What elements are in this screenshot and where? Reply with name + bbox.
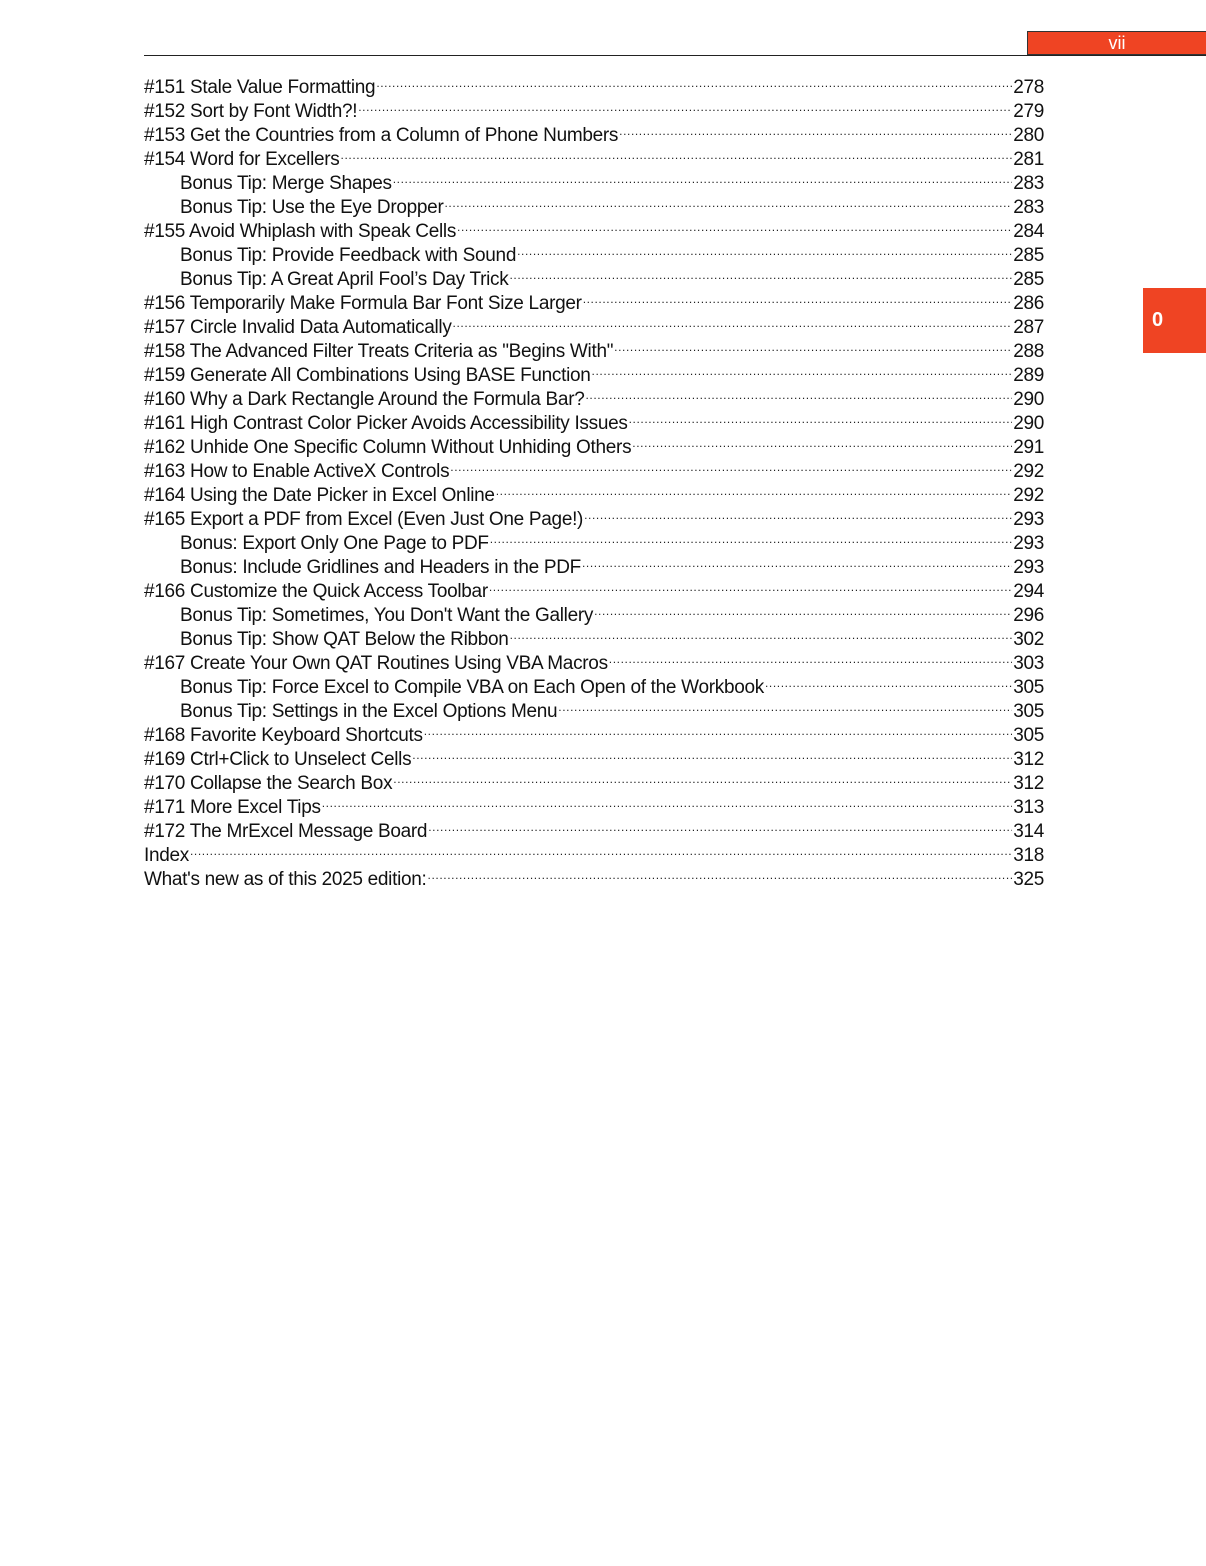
toc-entry-title: #170 Collapse the Search Box <box>144 773 393 794</box>
toc-entry-page: 305 <box>1013 677 1044 698</box>
toc-entry-page: 312 <box>1013 749 1044 770</box>
toc-entry-title: Index <box>144 845 189 866</box>
toc-dot-leader <box>393 765 1012 789</box>
toc-dot-leader <box>592 357 1013 381</box>
toc-entry-title: Bonus: Export Only One Page to PDF <box>180 533 489 554</box>
toc-dot-leader <box>496 477 1012 501</box>
toc-entry-title: #151 Stale Value Formatting <box>144 77 376 98</box>
toc-dot-leader <box>582 549 1012 573</box>
chapter-number: 0 <box>1152 309 1164 331</box>
header-rule <box>144 55 1206 56</box>
toc-entry-title: Bonus Tip: A Great April Fool’s Day Trick <box>180 269 509 290</box>
table-of-contents <box>144 69 1044 890</box>
toc-entry-title: #166 Customize the Quick Access Toolbar <box>144 581 488 602</box>
toc-entry-page: 293 <box>1013 533 1044 554</box>
toc-entry-page: 314 <box>1013 821 1044 842</box>
toc-dot-leader <box>428 813 1012 837</box>
toc-entry-page: 283 <box>1013 197 1044 218</box>
toc-dot-leader <box>510 621 1013 645</box>
toc-dot-leader <box>509 261 1012 285</box>
toc-entry-title: #169 Ctrl+Click to Unselect Cells <box>144 749 412 770</box>
toc-entry[interactable] <box>144 861 1044 890</box>
toc-entry-title: #168 Favorite Keyboard Shortcuts <box>144 725 423 746</box>
toc-entry-page: 292 <box>1013 461 1044 482</box>
toc-dot-leader <box>632 429 1012 453</box>
toc-dot-leader <box>341 141 1013 165</box>
toc-entry-page: 291 <box>1013 437 1044 458</box>
toc-entry-page: 285 <box>1013 269 1044 290</box>
toc-entry-page: 312 <box>1013 773 1044 794</box>
toc-dot-leader <box>517 237 1012 261</box>
toc-entry-title: Bonus Tip: Settings in the Excel Options Menu <box>180 701 558 722</box>
toc-entry-page: 303 <box>1013 653 1044 674</box>
toc-entry-title: #165 Export a PDF from Excel (Even Just One Page!) <box>144 509 584 530</box>
toc-entry-page: 325 <box>1013 869 1044 890</box>
toc-entry-title: #172 The MrExcel Message Board <box>144 821 428 842</box>
toc-dot-leader <box>428 861 1013 885</box>
toc-entry-page: 285 <box>1013 245 1044 266</box>
toc-entry-title: Bonus Tip: Merge Shapes <box>180 173 392 194</box>
toc-dot-leader <box>424 717 1012 741</box>
toc-entry-page: 284 <box>1013 221 1044 242</box>
toc-entry-title: #157 Circle Invalid Data Automatically <box>144 317 452 338</box>
toc-entry-title: #163 How to Enable ActiveX Controls <box>144 461 450 482</box>
toc-entry-title: #171 More Excel Tips <box>144 797 321 818</box>
toc-entry-page: 296 <box>1013 605 1044 626</box>
toc-entry[interactable] <box>144 837 1044 866</box>
page-number: vii <box>1108 33 1126 53</box>
toc-entry-title: Bonus Tip: Show QAT Below the Ribbon <box>180 629 509 650</box>
toc-entry-page: 292 <box>1013 485 1044 506</box>
toc-entry-page: 280 <box>1013 125 1044 146</box>
toc-dot-leader <box>490 525 1012 549</box>
toc-dot-leader <box>609 645 1012 669</box>
toc-dot-leader <box>393 165 1012 189</box>
toc-entry-title: #153 Get the Countries from a Column of Phone Numbers <box>144 125 619 146</box>
toc-dot-leader <box>444 189 1012 213</box>
toc-dot-leader <box>453 309 1013 333</box>
toc-entry-page: 281 <box>1013 149 1044 170</box>
toc-entry-title: What's new as of this 2025 edition: <box>144 869 427 890</box>
toc-entry-title: Bonus Tip: Provide Feedback with Sound <box>180 245 517 266</box>
toc-entry-page: 294 <box>1013 581 1044 602</box>
toc-entry-title: #156 Temporarily Make Formula Bar Font Size Larger <box>144 293 582 314</box>
toc-entry-title: #162 Unhide One Specific Column Without Unhiding Others <box>144 437 632 458</box>
toc-dot-leader <box>765 669 1012 693</box>
toc-entry-page: 293 <box>1013 509 1044 530</box>
toc-entry-page: 279 <box>1013 101 1044 122</box>
toc-dot-leader <box>450 453 1012 477</box>
toc-entry-title: #161 High Contrast Color Picker Avoids Accessibility Issues <box>144 413 628 434</box>
toc-entry-title: #159 Generate All Combinations Using BASE Function <box>144 365 591 386</box>
toc-dot-leader <box>412 741 1012 765</box>
toc-entry-page: 313 <box>1013 797 1044 818</box>
toc-dot-leader <box>594 597 1012 621</box>
toc-entry-page: 289 <box>1013 365 1044 386</box>
page-number-tab <box>1027 31 1206 55</box>
toc-entry-title: Bonus: Include Gridlines and Headers in the PDF <box>180 557 581 578</box>
toc-entry-page: 290 <box>1013 389 1044 410</box>
toc-dot-leader <box>489 573 1012 597</box>
toc-dot-leader <box>190 837 1012 861</box>
toc-entry-title: #155 Avoid Whiplash with Speak Cells <box>144 221 457 242</box>
toc-entry[interactable] <box>144 69 1044 98</box>
toc-entry-page: 278 <box>1013 77 1044 98</box>
toc-entry-title: Bonus Tip: Force Excel to Compile VBA on Each Open of the Workbook <box>180 677 764 698</box>
toc-dot-leader <box>457 213 1012 237</box>
toc-dot-leader <box>629 405 1013 429</box>
toc-entry-page: 302 <box>1013 629 1044 650</box>
toc-dot-leader <box>619 117 1012 141</box>
toc-entry-title: Bonus Tip: Use the Eye Dropper <box>180 197 444 218</box>
toc-entry-title: #164 Using the Date Picker in Excel Online <box>144 485 495 506</box>
toc-dot-leader <box>358 93 1012 117</box>
toc-dot-leader <box>322 789 1012 813</box>
toc-dot-leader <box>583 285 1013 309</box>
toc-entry-title: #158 The Advanced Filter Treats Criteria as "Begins With" <box>144 341 614 362</box>
toc-entry-page: 287 <box>1013 317 1044 338</box>
toc-dot-leader <box>585 381 1012 405</box>
toc-dot-leader <box>376 69 1012 93</box>
toc-entry-page: 288 <box>1013 341 1044 362</box>
chapter-tab <box>1143 288 1206 353</box>
toc-dot-leader <box>584 501 1012 525</box>
toc-entry-page: 305 <box>1013 725 1044 746</box>
toc-entry-title: #152 Sort by Font Width?! <box>144 101 358 122</box>
toc-entry-page: 283 <box>1013 173 1044 194</box>
toc-entry-title: #160 Why a Dark Rectangle Around the Formula Bar? <box>144 389 585 410</box>
toc-entry-title: Bonus Tip: Sometimes, You Don't Want the Gallery <box>180 605 594 626</box>
toc-entry-page: 318 <box>1013 845 1044 866</box>
toc-dot-leader <box>558 693 1012 717</box>
toc-entry-title: #167 Create Your Own QAT Routines Using VBA Macros <box>144 653 608 674</box>
toc-entry-page: 305 <box>1013 701 1044 722</box>
toc-entry-page: 290 <box>1013 413 1044 434</box>
toc-entry-page: 293 <box>1013 557 1044 578</box>
toc-dot-leader <box>614 333 1012 357</box>
toc-entry-title: #154 Word for Excellers <box>144 149 340 170</box>
toc-entry-page: 286 <box>1013 293 1044 314</box>
